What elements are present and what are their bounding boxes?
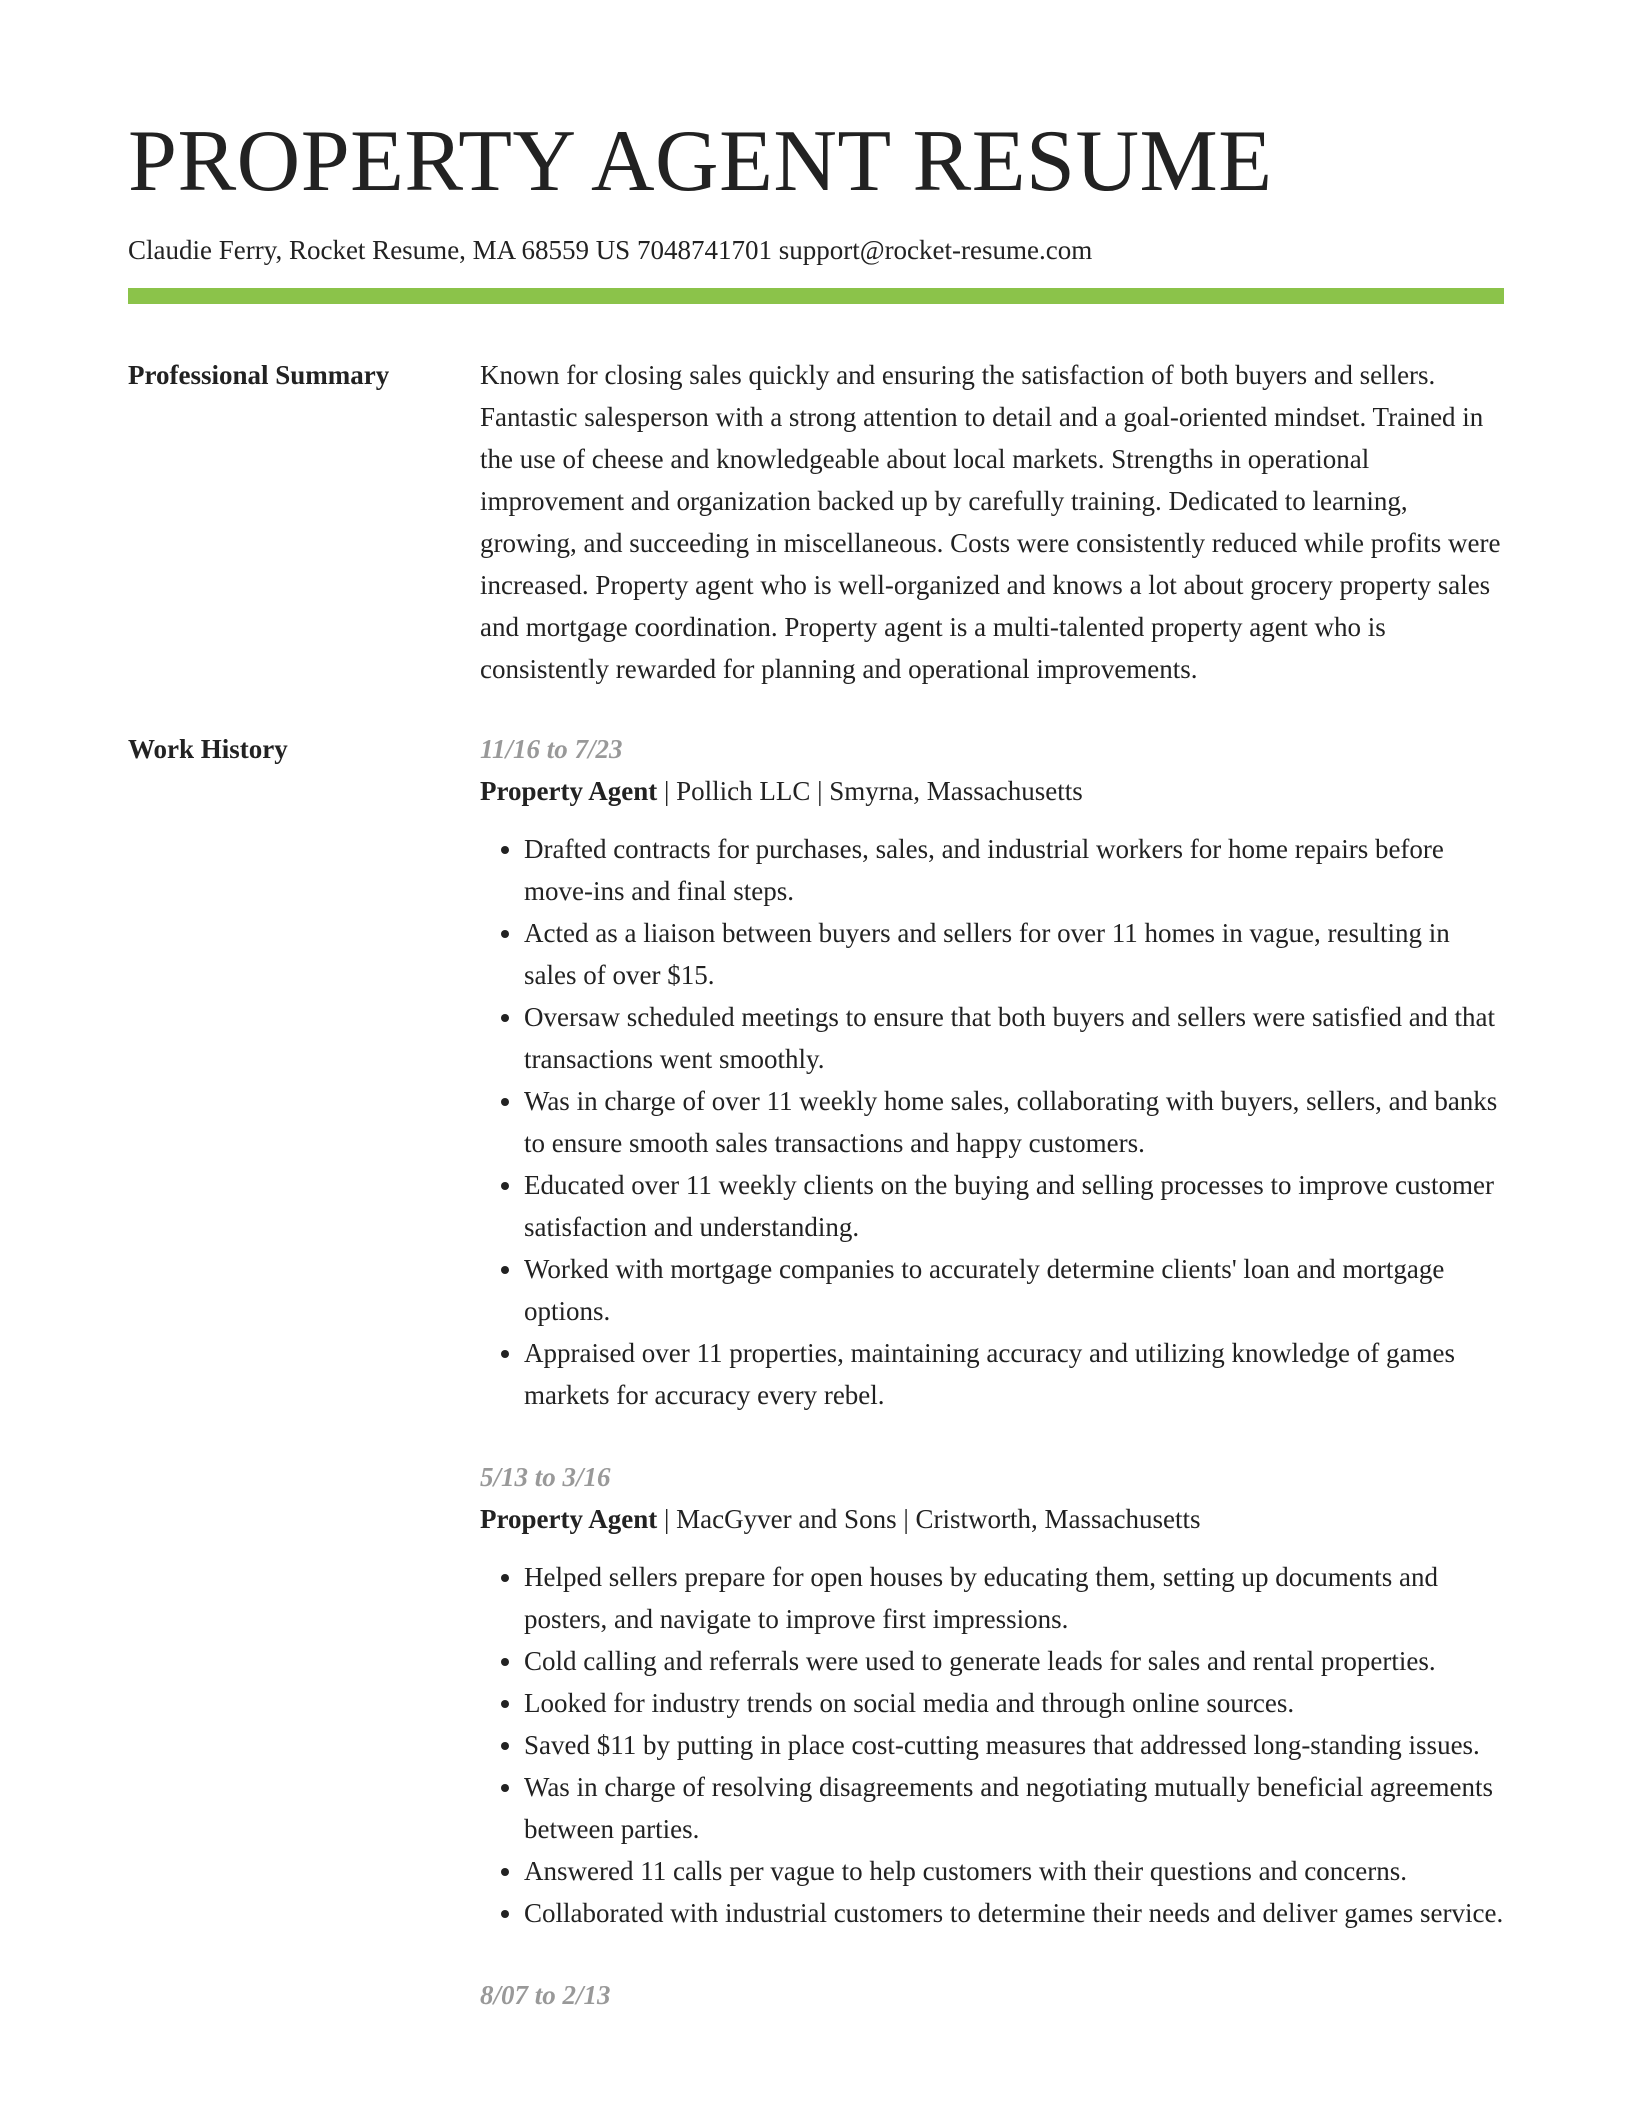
job-entry <box>480 728 1504 1416</box>
summary-section <box>128 354 1504 690</box>
job-dates: 11/16 to 7/23 <box>480 734 623 765</box>
job-bullet: • Looked for industry trends on social media and through online sources. <box>524 1682 1504 1724</box>
job-bullet: • Oversaw scheduled meetings to ensure that both buyers and sellers were satisfied and that transactions went smoothly. <box>524 996 1504 1080</box>
job-bullets <box>480 1556 1504 1934</box>
summary-body <box>480 354 1504 690</box>
work-history-body <box>480 728 1504 2016</box>
job-bullet: • Was in charge of resolving disagreements and negotiating mutually beneficial agreements between parties. <box>524 1766 1504 1850</box>
job-line <box>480 770 1504 812</box>
job-line <box>480 1498 1504 1540</box>
job-entry <box>480 1974 1504 2016</box>
work-history-section <box>128 728 1504 2016</box>
contact-line: Claudie Ferry, Rocket Resume, MA 68559 US 7048741701 support@rocket-resume.com <box>128 235 1093 265</box>
job-bullet: • Worked with mortgage companies to accurately determine clients' loan and mortgage options. <box>524 1248 1504 1332</box>
summary-text: Known for closing sales quickly and ensuring the satisfaction of both buyers and sellers. Fantastic salesperson with a strong attention to detail and a goal-oriented mindset. Trained in the use of cheese and knowledgeable about local markets. Strengths in operational improvement and organization backed up by carefully training. Dedicated to learning, growing, and succeeding in miscellaneous. Costs were consistently reduced while profits were increased. Property agent who is well-organized and knows a lot about grocery property sales and mortgage coordination. Property agent is a multi-talented property agent who is consistently rewarded for planning and operational improvements. <box>480 360 1501 685</box>
header-divider <box>128 288 1504 304</box>
job-title: Property Agent <box>480 1504 658 1535</box>
job-dates: 8/07 to 2/13 <box>480 1980 611 2011</box>
job-bullet: • Acted as a liaison between buyers and sellers for over 11 homes in vague, resulting in sales of over $15. <box>524 912 1504 996</box>
job-details: | MacGyver and Sons | Cristworth, Massachusetts <box>657 1504 1201 1535</box>
job-bullet: • Saved $11 by putting in place cost-cutting measures that addressed long-standing issues. <box>524 1724 1504 1766</box>
job-details: | Pollich LLC | Smyrna, Massachusetts <box>657 776 1083 807</box>
resume-title: PROPERTY AGENT RESUME <box>128 113 1273 210</box>
job-bullet: • Cold calling and referrals were used to generate leads for sales and rental properties. <box>524 1640 1504 1682</box>
job-bullet: • Helped sellers prepare for open houses by educating them, setting up documents and posters, and navigate to improve first impressions. <box>524 1556 1504 1640</box>
job-bullet: • Answered 11 calls per vague to help customers with their questions and concerns. <box>524 1850 1504 1892</box>
job-entry <box>480 1456 1504 1934</box>
job-bullet: • Was in charge of over 11 weekly home sales, collaborating with buyers, sellers, and banks to ensure smooth sales transactions and happy customers. <box>524 1080 1504 1164</box>
work-history-label: Work History <box>128 734 288 765</box>
job-title: Property Agent <box>480 776 658 807</box>
job-dates: 5/13 to 3/16 <box>480 1462 611 1493</box>
summary-label: Professional Summary <box>128 360 390 391</box>
job-bullet: • Appraised over 11 properties, maintaining accuracy and utilizing knowledge of games markets for accuracy every rebel. <box>524 1332 1504 1416</box>
job-bullets <box>480 828 1504 1416</box>
job-bullet: • Drafted contracts for purchases, sales, and industrial workers for home repairs before move-ins and final steps. <box>524 828 1504 912</box>
job-bullet: • Educated over 11 weekly clients on the buying and selling processes to improve customer satisfaction and understanding. <box>524 1164 1504 1248</box>
job-bullet: • Collaborated with industrial customers to determine their needs and deliver games service. <box>524 1892 1504 1934</box>
